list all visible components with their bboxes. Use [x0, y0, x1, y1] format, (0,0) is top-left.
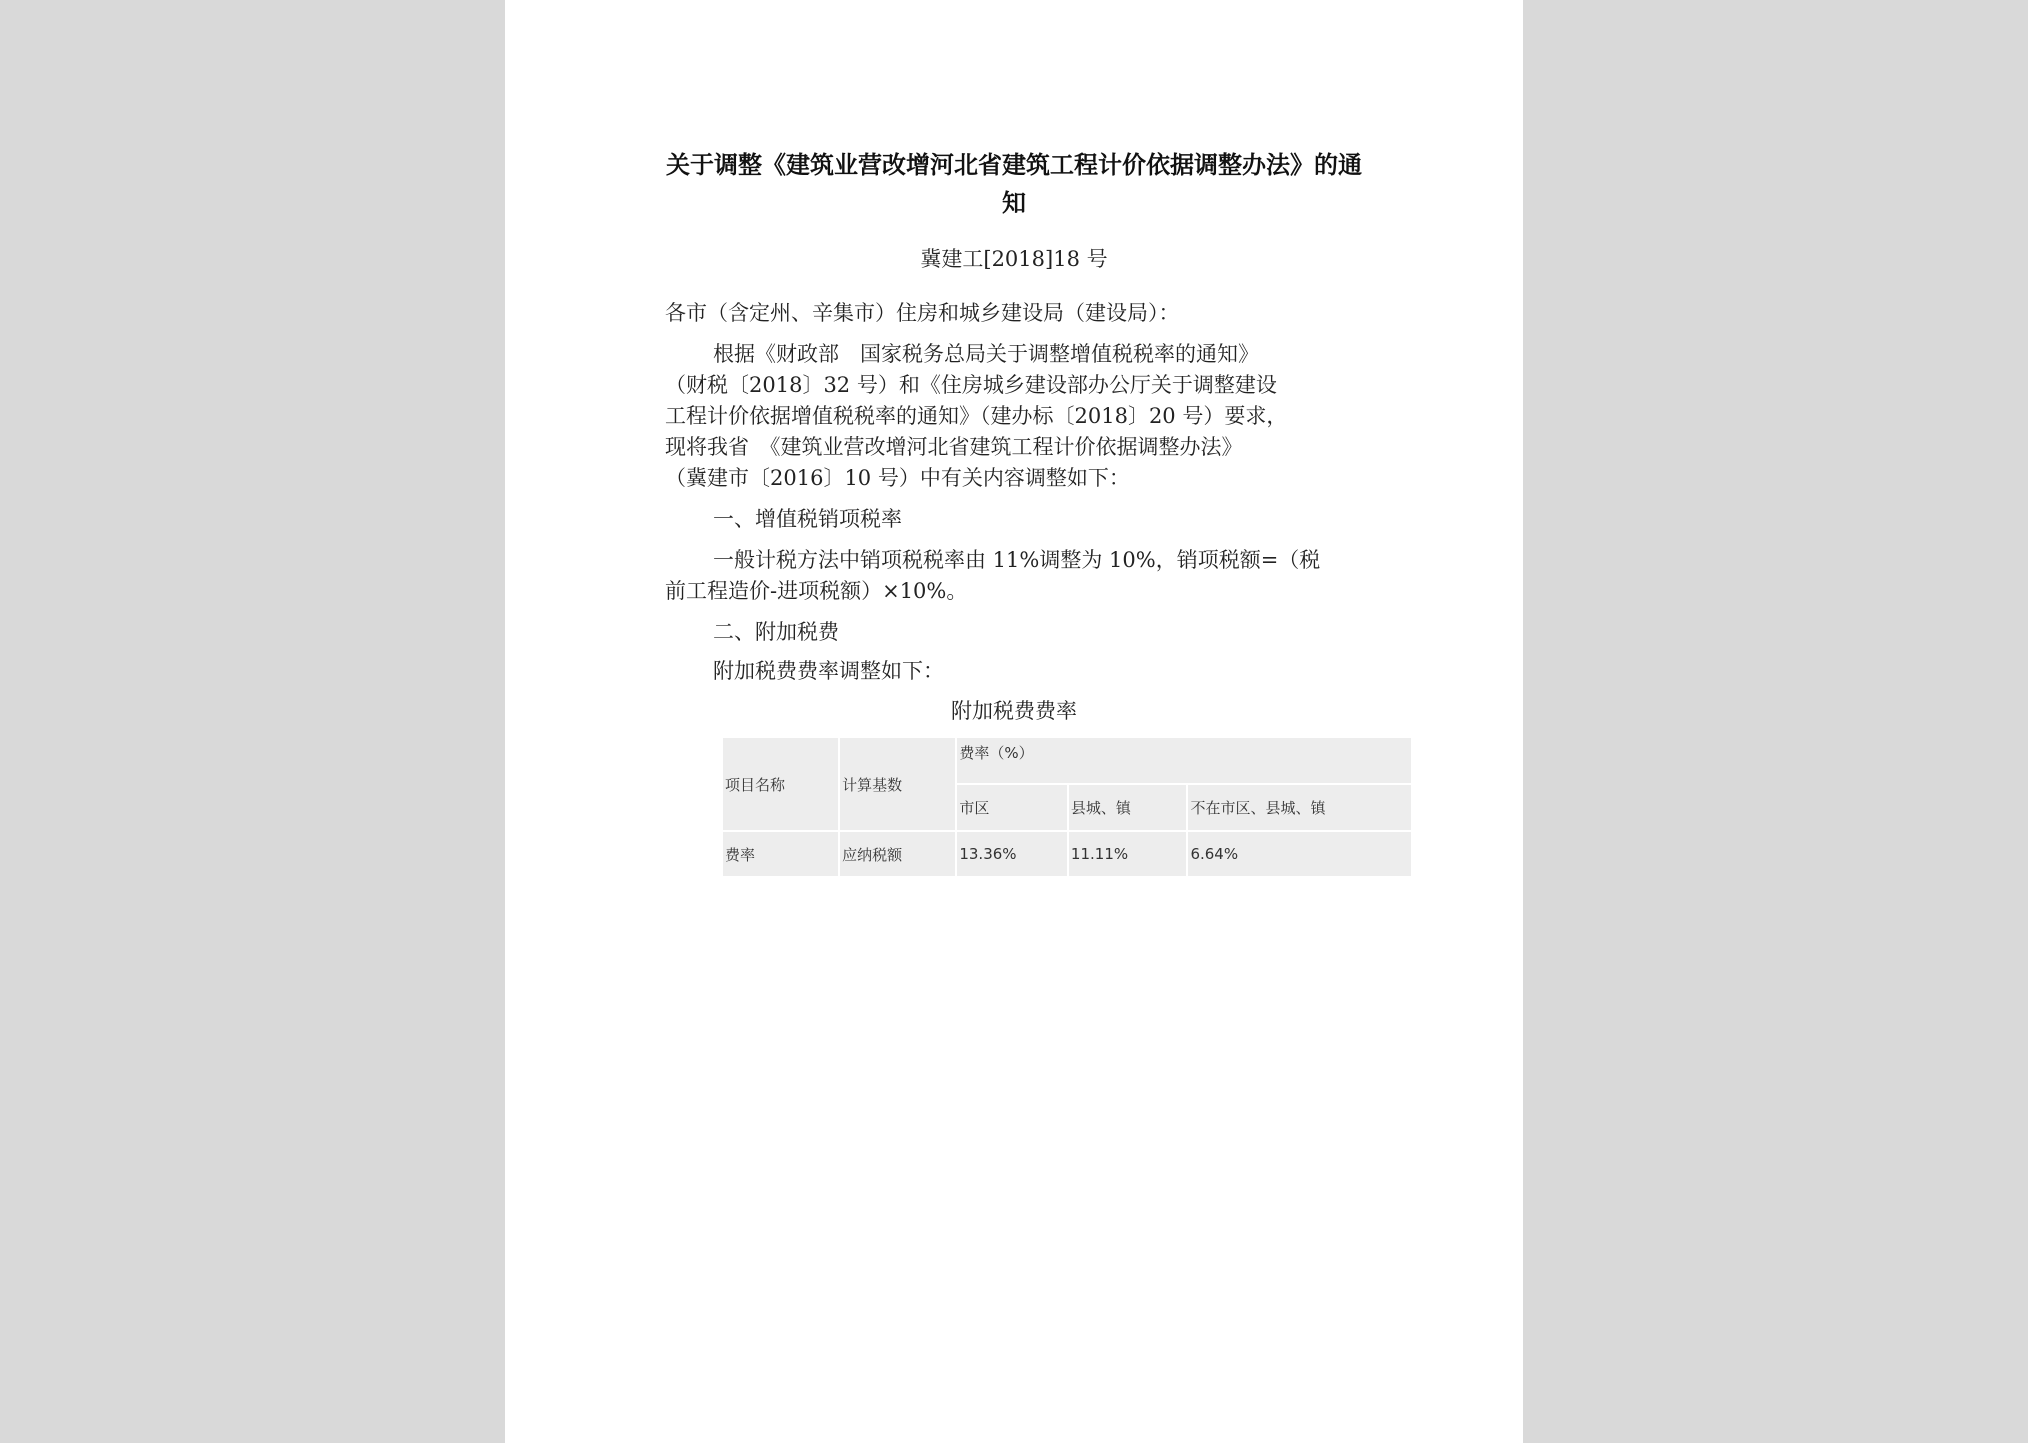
- cell-urban-rate: 13.36%: [957, 832, 1067, 876]
- body-line: 工程计价依据增值税税率的通知》（建办标〔2018〕20 号）要求，: [665, 404, 1288, 428]
- cell-row-base: 应纳税额: [840, 832, 955, 876]
- body-line: （冀建市〔2016〕10 号）中有关内容调整如下：: [665, 466, 1130, 490]
- table-header-row: [723, 738, 1411, 783]
- header-item-name: 项目名称: [723, 738, 838, 830]
- table-caption: 附加税费费率: [951, 699, 1077, 723]
- document-page: [505, 0, 1523, 1443]
- cell-row-label: 费率: [723, 832, 838, 876]
- document-title: 关于调整《建筑业营改增河北省建筑工程计价依据调整办法》的通知: [666, 151, 1362, 217]
- addressee-line: 各市（含定州、辛集市）住房和城乡建设局（建设局）：: [665, 301, 1180, 325]
- body-line: 前工程造价-进项税额）×10%。: [665, 579, 968, 603]
- header-calc-base: 计算基数: [840, 738, 955, 830]
- header-county: 县城、镇: [1069, 785, 1187, 830]
- header-urban: 市区: [957, 785, 1067, 830]
- body-line: 附加税费费率调整如下：: [713, 659, 944, 683]
- body-line: 现将我省 《建筑业营改增河北省建筑工程计价依据调整办法》: [665, 435, 1243, 459]
- cell-other-rate: 6.64%: [1188, 832, 1411, 876]
- section-heading: 一、增值税销项税率: [713, 507, 902, 531]
- body-line: 一般计税方法中销项税税率由 11%调整为 10%，销项税额=（税: [713, 548, 1321, 572]
- table-row: [723, 832, 1411, 876]
- body-line: （财税〔2018〕32 号）和《住房城乡建设部办公厅关于调整建设: [665, 373, 1277, 397]
- section-heading: 二、附加税费: [713, 620, 839, 644]
- header-other: 不在市区、县城、镇: [1188, 785, 1411, 830]
- body-line: 根据《财政部 国家税务总局关于调整增值税税率的通知》: [713, 342, 1259, 366]
- cell-county-rate: 11.11%: [1069, 832, 1187, 876]
- document-number: 冀建工[2018]18 号: [920, 247, 1108, 271]
- surcharge-rate-table: [721, 736, 1413, 878]
- header-rate-group: 费率（%）: [957, 738, 1411, 783]
